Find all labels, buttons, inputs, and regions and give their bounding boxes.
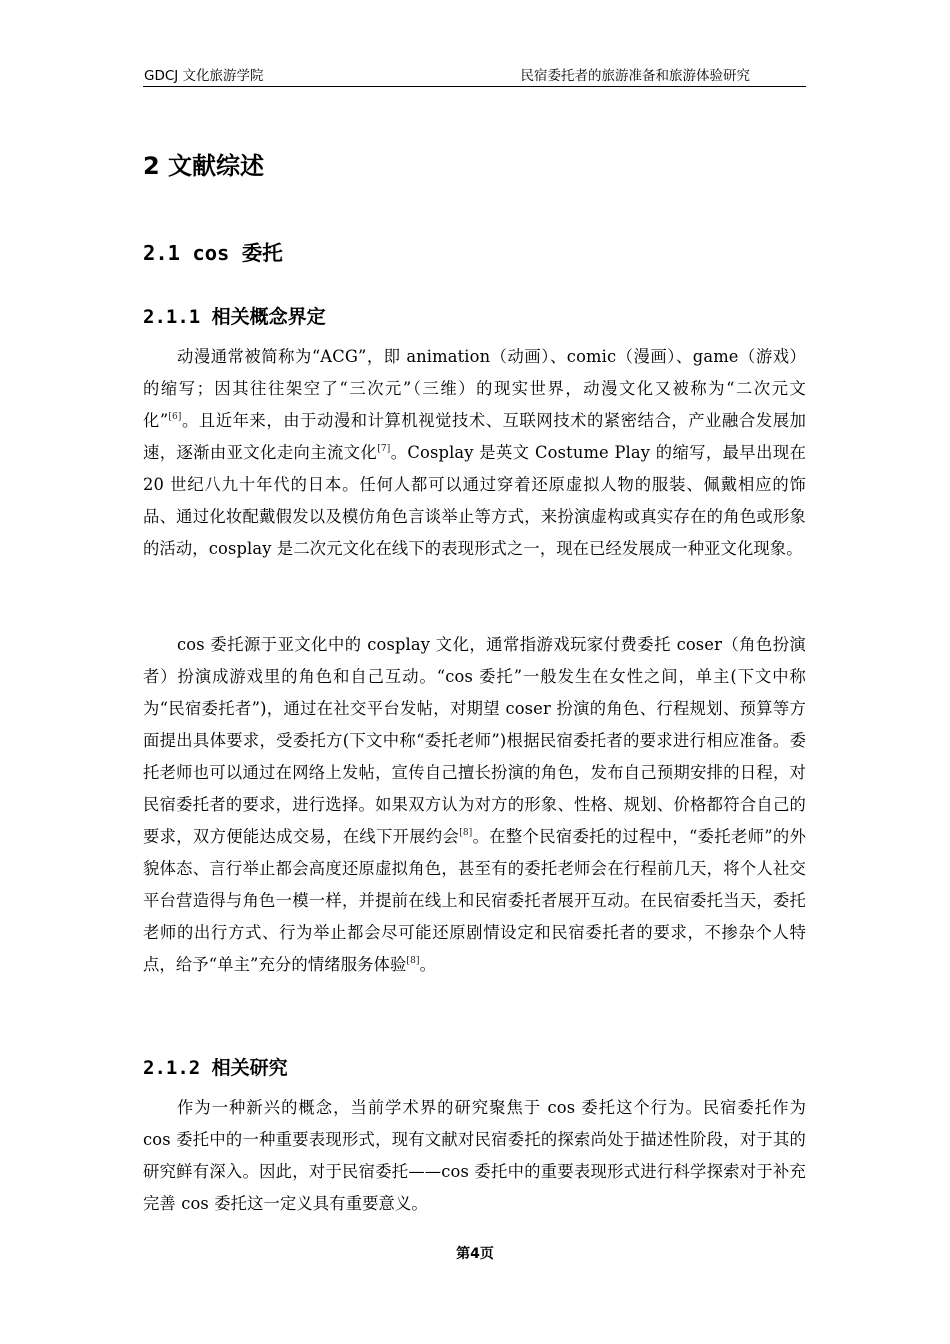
paragraph-text: 。 xyxy=(419,955,437,974)
running-header xyxy=(143,66,806,87)
header-institution: GDCJ 文化旅游学院 xyxy=(144,68,264,84)
section-title: 2.1 cos 委托 xyxy=(143,241,283,265)
header-paper-title: 民宿委托者的旅游准备和旅游体验研究 xyxy=(520,68,750,84)
citation-ref: [7] xyxy=(377,444,391,454)
subsection-title-concepts: 2.1.1 相关概念界定 xyxy=(143,306,326,328)
paragraph-text: 。Cosplay 是英文 Costume Play 的缩写，最早出现在 20 世纪八九十年代的日本。任何人都可以通过穿着还原虚拟人物的服装、佩戴相应的饰品、通过化妆配戴假发以及模仿角色言谈举止等方式，来扮演虚构或真实存在的角色或形象的活动，cosplay 是二次元文化在线下的表现形式之一，现在已经发展成一种亚文化现象。 xyxy=(143,443,806,558)
paragraph-text: 。且近年来，由于动漫和计算机视觉技术、互联网技术的紧密结合，产业融合发展加速，逐渐由亚文化走向主流文化 xyxy=(143,411,806,462)
paragraph-acg-cosplay xyxy=(143,341,806,565)
page-number: 第4页 xyxy=(456,1246,494,1262)
subsection-title-research: 2.1.2 相关研究 xyxy=(143,1057,288,1079)
chapter-title: 2 文献综述 xyxy=(143,152,265,180)
citation-ref: [8] xyxy=(406,956,420,966)
paragraph-text: cos 委托源于亚文化中的 cosplay 文化，通常指游戏玩家付费委托 coser（角色扮演者）扮演成游戏里的角色和自己互动。“cos 委托”一般发生在女性之间，单主(下文中称为“民宿委托者”)，通过在社交平台发帖，对期望 coser 扮演的角色、行程规划、预算等方面提出具体要求，受委托方(下文中称“委托老师”)根据民宿委托者的要求进行相应准备。委托老师也可以通过在网络上发帖，宣传自己擅长扮演的角色，发布自己预期安排的日程，对民宿委托者的要求，进行选择。如果双方认为对方的形象、性格、规划、价格都符合自己的要求，双方便能达成交易，在线下开展约会 xyxy=(143,635,806,846)
citation-ref: [8] xyxy=(459,828,473,838)
paragraph-related-research: 作为一种新兴的概念，当前学术界的研究聚焦于 cos 委托这个行为。民宿委托作为 cos 委托中的一种重要表现形式，现有文献对民宿委托的探索尚处于描述性阶段，对于其的研究鲜有深入。因此，对于民宿委托——cos 委托中的重要表现形式进行科学探索对于补充完善 cos 委托这一定义具有重要意义。 xyxy=(143,1098,806,1213)
citation-ref: [6] xyxy=(168,412,182,422)
paragraph-text: 动漫通常被简称为“ACG”，即 animation（动画）、comic（漫画）、game（游戏）的缩写；因其往往架空了“三次元”（三维）的现实世界，动漫文化又被称为“二次元文化” xyxy=(143,347,806,430)
paragraph-text: 。在整个民宿委托的过程中，“委托老师”的外貌体态、言行举止都会高度还原虚拟角色，甚至有的委托老师会在行程前几天，将个人社交平台营造得与角色一模一样，并提前在线上和民宿委托者展开互动。在民宿委托当天，委托老师的出行方式、行为举止都会尽可能还原剧情设定和民宿委托者的要求，不掺杂个人特点，给予“单主”充分的情绪服务体验 xyxy=(143,827,806,974)
paragraph-cos-commission xyxy=(143,629,806,981)
